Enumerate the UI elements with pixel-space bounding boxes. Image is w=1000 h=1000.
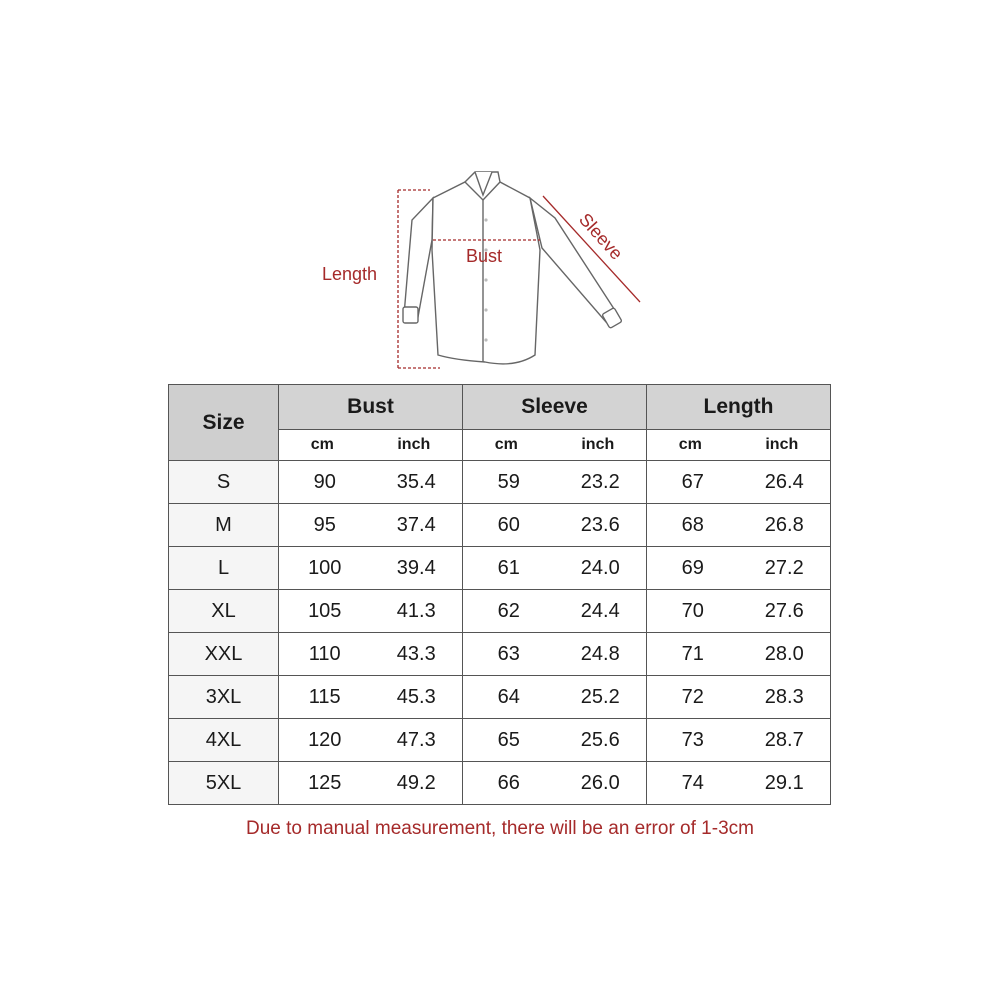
length-cell bbox=[647, 461, 831, 504]
sleeve-cell bbox=[463, 504, 647, 547]
table-value: 66 bbox=[497, 771, 520, 794]
sleeve-label: Sleeve bbox=[575, 209, 627, 264]
table-value: 64 bbox=[497, 685, 520, 708]
table-value: 24.4 bbox=[580, 599, 620, 622]
bust-units: cm inch bbox=[279, 430, 463, 461]
table-value: 71 bbox=[681, 642, 704, 665]
measurement-note: Due to manual measurement, there will be an error of 1-3cm bbox=[246, 818, 754, 839]
table-value: 26.0 bbox=[580, 771, 620, 794]
table-value: 41.3 bbox=[396, 599, 436, 622]
table-value: 49.2 bbox=[396, 771, 436, 794]
table-value: 69 bbox=[681, 556, 704, 579]
table-row bbox=[169, 590, 831, 633]
size-cell: 4XL bbox=[169, 719, 279, 762]
size-cell: 3XL bbox=[169, 676, 279, 719]
table-value: 25.6 bbox=[580, 728, 620, 751]
size-table-body bbox=[169, 461, 831, 805]
table-value: 95 bbox=[313, 513, 336, 536]
table-value: 120 bbox=[308, 728, 342, 751]
length-cell bbox=[647, 719, 831, 762]
sleeve-cell bbox=[463, 719, 647, 762]
bust-cell bbox=[279, 504, 463, 547]
bust-header: Bust bbox=[279, 385, 463, 430]
table-value: 23.2 bbox=[580, 470, 620, 493]
table-value: 65 bbox=[497, 728, 520, 751]
table-row bbox=[169, 719, 831, 762]
table-value: 26.8 bbox=[764, 513, 804, 536]
table-row bbox=[169, 633, 831, 676]
table-value: 24.8 bbox=[580, 642, 620, 665]
size-cell: 5XL bbox=[169, 762, 279, 805]
shirt-icon bbox=[403, 172, 622, 364]
table-value: 28.3 bbox=[764, 685, 804, 708]
bust-cell bbox=[279, 719, 463, 762]
table-value: 43.3 bbox=[396, 642, 436, 665]
size-chart-table bbox=[168, 384, 831, 805]
table-value: 67 bbox=[681, 470, 704, 493]
table-value: 61 bbox=[497, 556, 520, 579]
table-value: 90 bbox=[313, 470, 336, 493]
table-value: 62 bbox=[497, 599, 520, 622]
sleeve-cell bbox=[463, 676, 647, 719]
table-row bbox=[169, 504, 831, 547]
table-value: 100 bbox=[308, 556, 342, 579]
length-label: Length bbox=[322, 264, 378, 284]
bust-cell bbox=[279, 461, 463, 504]
table-value: 24.0 bbox=[580, 556, 620, 579]
table-value: 72 bbox=[681, 685, 704, 708]
table-row bbox=[169, 676, 831, 719]
table-value: 110 bbox=[308, 642, 341, 665]
shirt-measurement-diagram bbox=[300, 150, 680, 380]
length-cell bbox=[647, 633, 831, 676]
sleeve-header: Sleeve bbox=[463, 385, 647, 430]
size-cell: L bbox=[169, 547, 279, 590]
bust-cell bbox=[279, 633, 463, 676]
size-cell: XXL bbox=[169, 633, 279, 676]
table-value: 27.2 bbox=[764, 556, 804, 579]
bust-cell bbox=[279, 590, 463, 633]
table-row bbox=[169, 762, 831, 805]
sleeve-cell bbox=[463, 590, 647, 633]
length-cell bbox=[647, 762, 831, 805]
table-value: 37.4 bbox=[396, 513, 436, 536]
bust-label: Bust bbox=[466, 246, 503, 266]
size-cell: M bbox=[169, 504, 279, 547]
table-row bbox=[169, 547, 831, 590]
table-value: 28.7 bbox=[764, 728, 804, 751]
table-value: 26.4 bbox=[764, 470, 804, 493]
table-value: 29.1 bbox=[764, 771, 804, 794]
length-cell bbox=[647, 504, 831, 547]
size-cell: S bbox=[169, 461, 279, 504]
table-value: 27.6 bbox=[764, 599, 804, 622]
table-value: 59 bbox=[497, 470, 520, 493]
size-cell: XL bbox=[169, 590, 279, 633]
table-value: 115 bbox=[308, 685, 341, 708]
table-value: 105 bbox=[308, 599, 342, 622]
bust-cell bbox=[279, 762, 463, 805]
table-value: 25.2 bbox=[580, 685, 620, 708]
table-value: 39.4 bbox=[396, 556, 436, 579]
table-value: 125 bbox=[308, 771, 342, 794]
table-row bbox=[169, 461, 831, 504]
sleeve-cell bbox=[463, 461, 647, 504]
length-cell bbox=[647, 590, 831, 633]
table-value: 63 bbox=[497, 642, 520, 665]
table-value: 70 bbox=[681, 599, 704, 622]
sleeve-cell bbox=[463, 633, 647, 676]
bust-cell bbox=[279, 676, 463, 719]
sleeve-cell bbox=[463, 762, 647, 805]
length-units: cm inch bbox=[647, 430, 831, 461]
sleeve-cell bbox=[463, 547, 647, 590]
table-value: 35.4 bbox=[396, 470, 436, 493]
shirt-illustration bbox=[300, 150, 680, 380]
sleeve-units: cm inch bbox=[463, 430, 647, 461]
size-header: Size bbox=[169, 385, 279, 461]
table-value: 45.3 bbox=[396, 685, 436, 708]
table-value: 60 bbox=[497, 513, 520, 536]
table-value: 28.0 bbox=[764, 642, 804, 665]
table-value: 74 bbox=[681, 771, 704, 794]
table-value: 23.6 bbox=[580, 513, 620, 536]
length-cell bbox=[647, 676, 831, 719]
table-value: 68 bbox=[681, 513, 704, 536]
length-cell bbox=[647, 547, 831, 590]
bust-cell bbox=[279, 547, 463, 590]
length-header: Length bbox=[647, 385, 831, 430]
table-value: 47.3 bbox=[396, 728, 436, 751]
table-value: 73 bbox=[681, 728, 704, 751]
